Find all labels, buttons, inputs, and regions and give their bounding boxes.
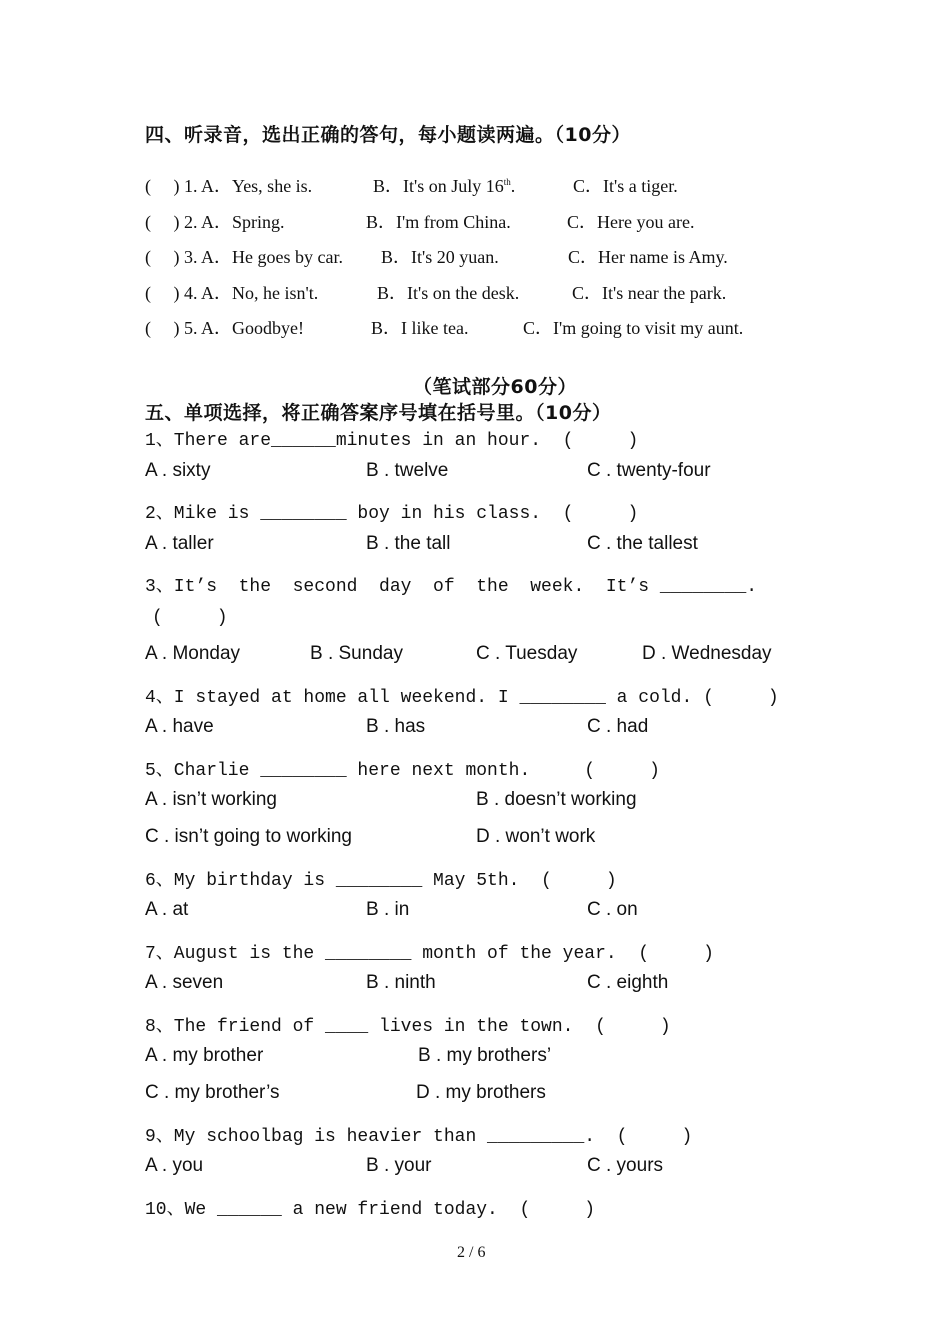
s4-item-4-c: C．It's near the park. — [572, 283, 727, 303]
q2-option-c: C . the tallest — [587, 533, 698, 554]
s4-item-1-a: ( ) 1. A．Yes, she is. — [145, 176, 313, 196]
s4-item-3-c: C．Her name is Amy. — [568, 247, 728, 267]
q6-option-a: A . at — [145, 899, 189, 920]
q1-option-b: B . twelve — [366, 460, 449, 481]
q7-option-b: B . ninth — [366, 972, 436, 993]
q9-option-c: C . yours — [587, 1155, 664, 1176]
s4-item-3-a: ( ) 3. A．He goes by car. — [145, 247, 343, 267]
q1-stem: 1、There are______minutes in an hour. ( ) — [145, 431, 639, 451]
q6-option-c: C . on — [587, 899, 638, 920]
q7-stem: 7、August is the ________ month of the year. ( ) — [145, 944, 714, 964]
q4-stem: 4、I stayed at home all weekend. I ________ a cold. ( ) — [145, 688, 779, 708]
q6-option-b: B . in — [366, 899, 410, 920]
s4-item-2-c: C．Here you are. — [567, 212, 695, 232]
q8-option-a: A . my brother — [145, 1045, 264, 1066]
q8-stem: 8、The friend of ____ lives in the town. ( ) — [145, 1017, 671, 1037]
s4-item-2-b: B．I'm from China. — [366, 212, 511, 232]
q9-option-a: A . you — [145, 1155, 204, 1176]
q5-option-c: C . isn’t going to working — [145, 826, 352, 847]
q4-option-a: A . have — [145, 716, 214, 737]
q3-answer-paren: ( ) — [152, 608, 228, 628]
q5-option-a: A . isn’t working — [145, 789, 277, 810]
written-part-title: （笔试部分60分） — [413, 376, 577, 398]
q3-option-b: B . Sunday — [310, 643, 403, 664]
q3-option-a: A . Monday — [145, 643, 241, 664]
q5-option-b: B . doesn’t working — [476, 789, 637, 810]
section5-title: 五、单项选择，将正确答案序号填在括号里。（10分） — [145, 402, 612, 424]
q5-stem: 5、Charlie ________ here next month. ( ) — [145, 761, 660, 781]
section4-title: 四、听录音，选出正确的答句，每小题读两遍。（10分） — [145, 124, 631, 146]
q7-option-a: A . seven — [145, 972, 224, 993]
q10-stem: 10、We ______ a new friend today. ( ) — [145, 1200, 596, 1220]
q8-option-d: D . my brothers — [416, 1082, 546, 1103]
s4-item-5-b: B．I like tea. — [371, 318, 469, 338]
s4-item-4-a: ( ) 4. A．No, he isn't. — [145, 283, 319, 303]
q3-option-d: D . Wednesday — [642, 643, 772, 664]
s4-item-5-a: ( ) 5. A．Goodbye! — [145, 318, 304, 338]
q8-option-b: B . my brothers’ — [418, 1045, 552, 1066]
q9-option-b: B . your — [366, 1155, 432, 1176]
s4-item-1-c: C．It's a tiger. — [573, 176, 678, 196]
s4-item-4-b: B．It's on the desk. — [377, 283, 520, 303]
q3-option-c: C . Tuesday — [476, 643, 578, 664]
q3-stem: 3、It’s the second day of the week. It’s ________. — [145, 577, 758, 597]
s4-item-3-b: B．It's 20 yuan. — [381, 247, 499, 267]
q4-option-b: B . has — [366, 716, 426, 737]
q8-option-c: C . my brother’s — [145, 1082, 280, 1103]
q7-option-c: C . eighth — [587, 972, 669, 993]
q6-stem: 6、My birthday is ________ May 5th. ( ) — [145, 871, 617, 891]
s4-item-1-b: B．It's on July 16th. — [373, 176, 516, 196]
s4-item-5-c: C．I'm going to visit my aunt. — [523, 318, 744, 338]
q2-option-b: B . the tall — [366, 533, 451, 554]
q2-option-a: A . taller — [145, 533, 214, 554]
q1-option-c: C . twenty-four — [587, 460, 711, 481]
q2-stem: 2、Mike is ________ boy in his class. ( ) — [145, 504, 639, 524]
q9-stem: 9、My schoolbag is heavier than _________. ( ) — [145, 1127, 693, 1147]
s4-item-2-a: ( ) 2. A．Spring. — [145, 212, 285, 232]
q4-option-c: C . had — [587, 716, 649, 737]
q1-option-a: A . sixty — [145, 460, 211, 481]
q5-option-d: D . won’t work — [476, 826, 596, 847]
page-number: 2 / 6 — [457, 1244, 486, 1261]
